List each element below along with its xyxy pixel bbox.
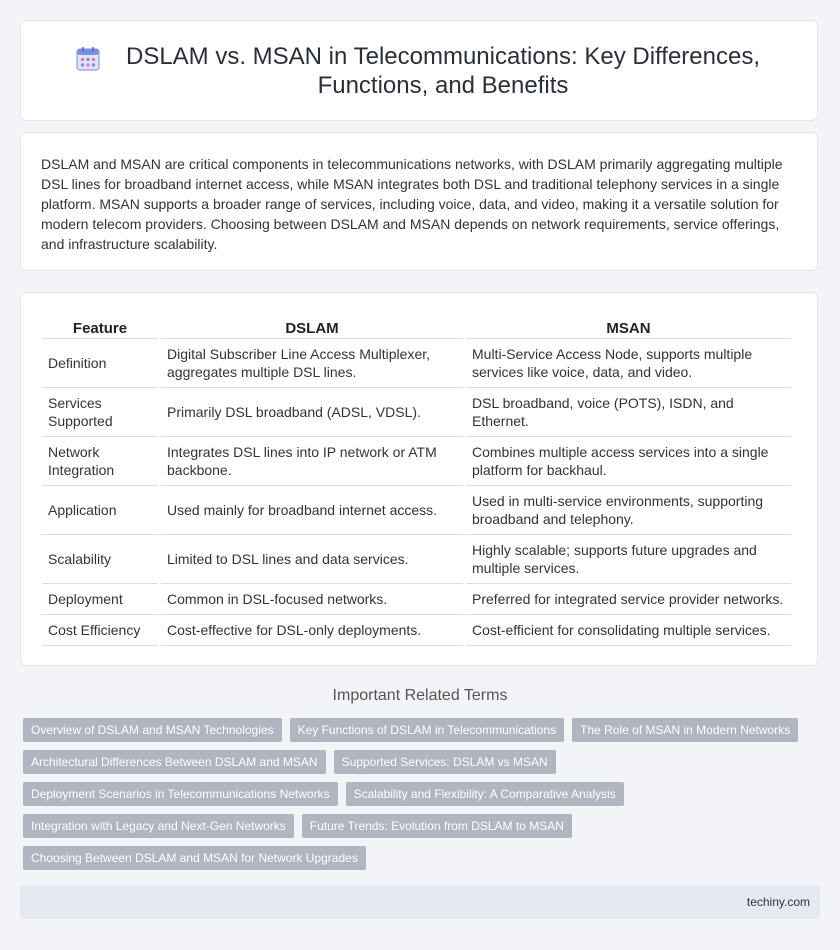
table-row xyxy=(42,339,791,388)
related-term-tag[interactable]: Scalability and Flexibility: A Comparative Analysis xyxy=(346,782,624,806)
cell-feature: Deployment xyxy=(42,584,158,615)
cell-feature: Scalability xyxy=(42,535,158,584)
cell-dslam: Cost-effective for DSL-only deployments. xyxy=(161,615,463,646)
cell-msan: DSL broadband, voice (POTS), ISDN, and Ethernet. xyxy=(466,388,791,437)
cell-dslam: Common in DSL-focused networks. xyxy=(161,584,463,615)
header-feature: Feature xyxy=(42,315,158,339)
calendar-grid-icon xyxy=(75,46,101,72)
related-term-tag[interactable]: Supported Services: DSLAM vs MSAN xyxy=(334,750,556,774)
cell-msan: Combines multiple access services into a single platform for backhaul. xyxy=(466,437,791,486)
comparison-table-card xyxy=(20,292,818,666)
table-row xyxy=(42,486,791,535)
related-term-tag[interactable]: Key Functions of DSLAM in Telecommunications xyxy=(290,718,565,742)
cell-msan: Highly scalable; supports future upgrades and multiple services. xyxy=(466,535,791,584)
footer-site-link[interactable]: techiny.com xyxy=(746,895,810,909)
table-row xyxy=(42,388,791,437)
related-term-tag[interactable]: Deployment Scenarios in Telecommunications Networks xyxy=(23,782,338,806)
related-terms-tags xyxy=(20,718,820,878)
cell-feature: Network Integration xyxy=(42,437,158,486)
cell-feature: Services Supported xyxy=(42,388,158,437)
table-row xyxy=(42,535,791,584)
related-term-tag[interactable]: Future Trends: Evolution from DSLAM to MSAN xyxy=(302,814,572,838)
cell-msan: Cost-efficient for consolidating multiple services. xyxy=(466,615,791,646)
cell-feature: Cost Efficiency xyxy=(42,615,158,646)
related-term-tag[interactable]: The Role of MSAN in Modern Networks xyxy=(572,718,798,742)
cell-feature: Definition xyxy=(42,339,158,388)
cell-dslam: Limited to DSL lines and data services. xyxy=(161,535,463,584)
related-term-tag[interactable]: Overview of DSLAM and MSAN Technologies xyxy=(23,718,282,742)
related-terms-section xyxy=(20,686,820,878)
related-term-tag[interactable]: Integration with Legacy and Next-Gen Networks xyxy=(23,814,294,838)
title-wrap xyxy=(75,42,763,100)
related-terms-title: Important Related Terms xyxy=(332,687,508,704)
footer-bar xyxy=(20,886,820,919)
header-dslam: DSLAM xyxy=(161,315,463,339)
page-title: DSLAM vs. MSAN in Telecommunications: Key Differences, Functions, and Benefits xyxy=(125,42,761,99)
cell-feature: Application xyxy=(42,486,158,535)
related-term-tag[interactable]: Choosing Between DSLAM and MSAN for Network Upgrades xyxy=(23,846,366,870)
cell-dslam: Digital Subscriber Line Access Multiplexer, aggregates multiple DSL lines. xyxy=(161,339,463,388)
table-header-row xyxy=(42,315,791,339)
cell-dslam: Used mainly for broadband internet access. xyxy=(161,486,463,535)
related-term-tag[interactable]: Architectural Differences Between DSLAM and MSAN xyxy=(23,750,326,774)
table-row xyxy=(42,437,791,486)
cell-dslam: Integrates DSL lines into IP network or ATM backbone. xyxy=(161,437,463,486)
comparison-table xyxy=(39,315,794,646)
intro-paragraph: DSLAM and MSAN are critical components in telecommunications networks, with DSLAM primarily aggregating multiple DSL lines for broadband internet access, while MSAN integrates both DSL and traditional telephony services in a single platform. MSAN supports a broader range of services, including voice, data, and video, making it a versatile solution for modern telecom providers. Choosing between DSLAM and MSAN depends on network requirements, service offerings, and infrastructure scalability. xyxy=(41,156,783,252)
table-row xyxy=(42,615,791,646)
cell-msan: Preferred for integrated service provider networks. xyxy=(466,584,791,615)
cell-msan: Multi-Service Access Node, supports multiple services like voice, data, and video. xyxy=(466,339,791,388)
header-msan: MSAN xyxy=(466,315,791,339)
cell-dslam: Primarily DSL broadband (ADSL, VDSL). xyxy=(161,388,463,437)
intro-card xyxy=(20,132,818,271)
table-row xyxy=(42,584,791,615)
title-card xyxy=(20,20,818,121)
cell-msan: Used in multi-service environments, supporting broadband and telephony. xyxy=(466,486,791,535)
